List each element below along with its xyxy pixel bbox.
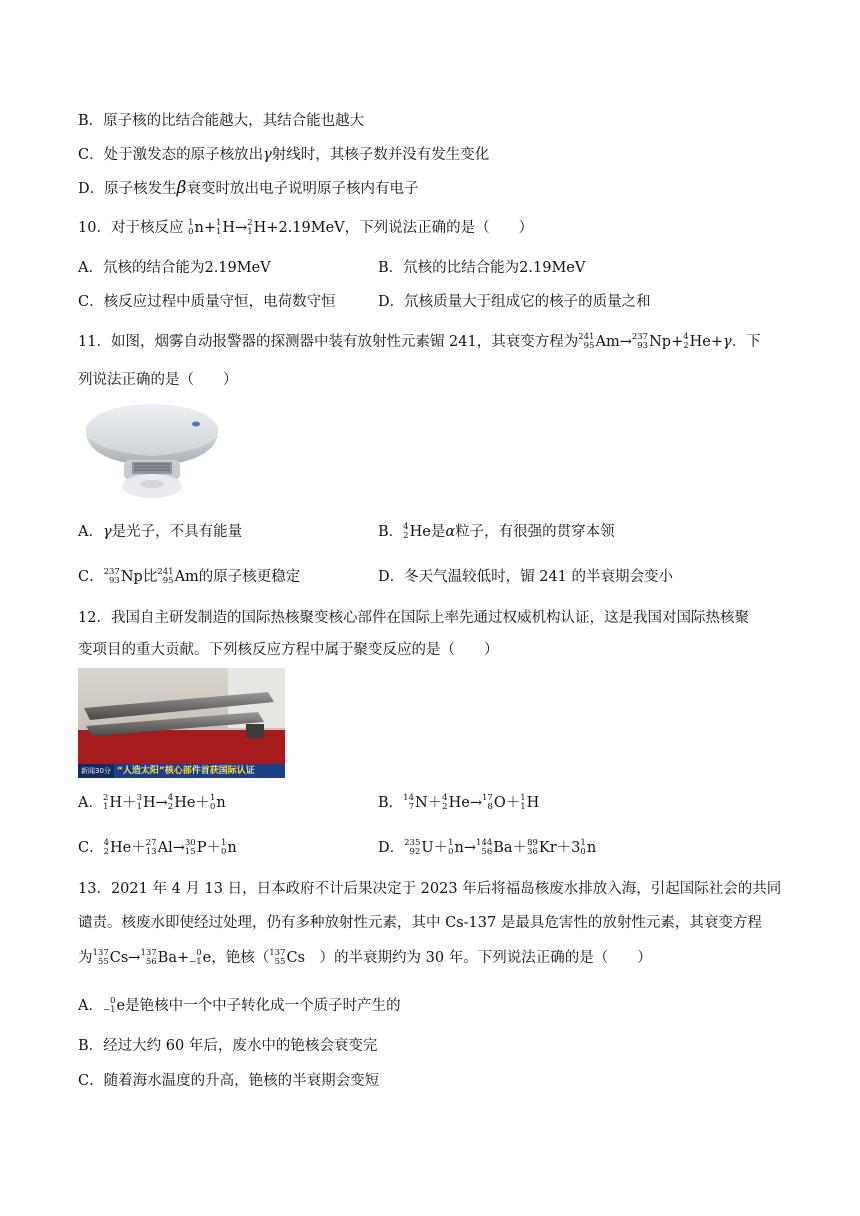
q11-stem-line2: 列说法正确的是（ ）	[78, 372, 238, 388]
q10-option-b: B．氘核的比结合能为2.19MeV	[378, 260, 586, 276]
q10-option-a: A．氘核的结合能为2.19MeV	[78, 260, 271, 276]
q13-stem-line2: 谴责。核废水即使经过处理，仍有多种放射性元素，其中 Cs-137 是最具危害性的放射性元素，其衰变方程	[78, 915, 762, 931]
q12-option-b: B． 14 7 N ＋ 4 2 He → 17 8 O ＋ 1 1 H	[378, 793, 540, 812]
q11-option-d: D．冬天气温较低时，镅 241 的半衰期会变小	[378, 569, 674, 585]
q12-stem: 12．我国自主研发制造的国际热核聚变核心部件在国际上率先通过权威机构认证，这是我国对国际热核聚	[78, 610, 749, 626]
q12-option-d: D． 235 92 U ＋ 1 0 n → 144 56 Ba ＋ 89 36 Kr ＋3 1 0 n	[378, 838, 597, 857]
q13-option-c: C．随着海水温度的升高，铯核的半衰期会变短	[78, 1073, 380, 1089]
q9-option-b: B．原子核的比结合能越大，其结合能也越大	[78, 113, 365, 129]
q11-option-b: B． 4 2 He 是α粒子，有很强的贯穿本领	[378, 522, 615, 541]
q13-option-b: B．经过大约 60 年后，废水中的铯核会衰变完	[78, 1038, 378, 1054]
q9-option-c: C．处于激发态的原子核放出γ射线时，其核子数并没有发生变化	[78, 147, 490, 163]
q11-option-c: C． 237 93 Np 比 241 95 Am 的原子核更稳定	[78, 567, 301, 586]
nuclide-n: 1 0 n	[188, 218, 204, 237]
q11-stem: 11．如图，烟雾自动报警器的探测器中装有放射性元素镅 241，其衰变方程为 241 95 Am → 237 93 Np + 4 2 He +γ．下	[78, 332, 761, 351]
q12-option-c: C． 4 2 He ＋ 27 13 Al → 30 15 P ＋ 1 0 n	[78, 838, 237, 857]
q13-stem: 13．2021 年 4 月 13 日，日本政府不计后果决定于 2023 年后将福岛核废水排放入海，引起国际社会的共同	[78, 881, 782, 897]
news-caption: “人造太阳”核心部件首获国际认证	[116, 766, 255, 776]
news-screenshot-image	[78, 668, 285, 778]
q13-stem-line3: 为 137 55 Cs → 137 56 Ba + 0 −1 e ，铯核（ 137 55 Cs ）的半衰期约为 30 年。下列说法正确的是（ ）	[78, 948, 652, 967]
q10-option-d: D．氘核质量大于组成它的核子的质量之和	[378, 294, 651, 310]
nuclide-d: 2 1 H	[247, 218, 267, 237]
nuclide-h: 1 1 H	[215, 218, 236, 237]
q10-stem: 10．对于核反应 1 0 n + 1 1 H → 2 1 H +2.19MeV，下列说法正确的是（ ）	[78, 218, 534, 237]
q12-stem-line2: 变项目的重大贡献。下列核反应方程中属于聚变反应的是（ ）	[78, 642, 499, 658]
q10-option-c: C．核反应过程中质量守恒，电荷数守恒	[78, 294, 336, 310]
news-tag: 新闻30分	[78, 764, 114, 778]
smoke-detector-image	[84, 400, 220, 502]
q13-option-a: A． 0 −1 e 是铯核中一个中子转化成一个质子时产生的	[78, 996, 401, 1015]
q12-option-a: A． 2 1 H ＋ 3 1 H → 4 2 He ＋ 1 0 n	[78, 793, 226, 812]
q9-option-d: D．原子核发生β衰变时放出电子说明原子核内有电子	[78, 178, 419, 198]
q11-option-a: A．γ是光子，不具有能量	[78, 524, 243, 540]
